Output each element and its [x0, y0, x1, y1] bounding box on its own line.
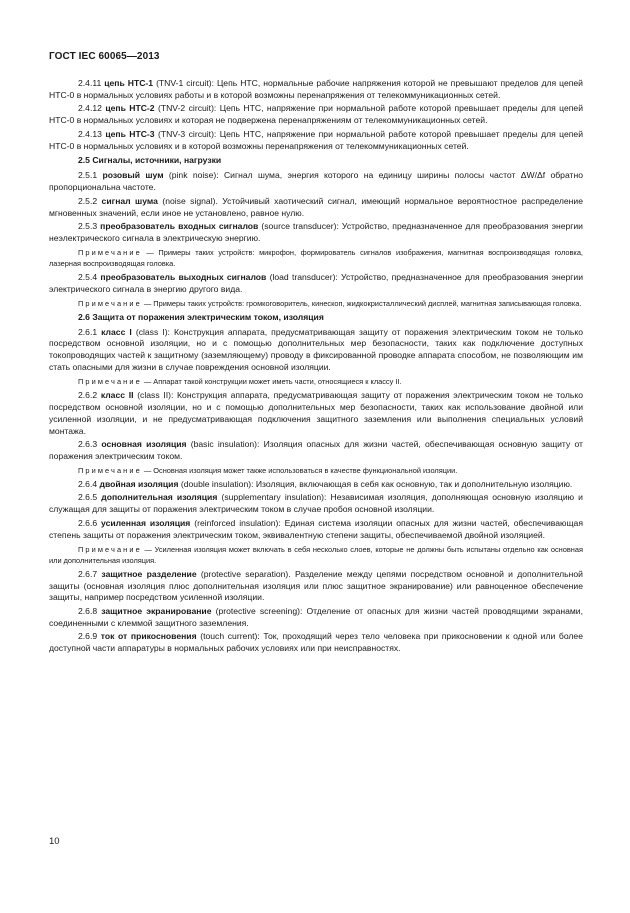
clause-number: 2.4.11	[78, 78, 105, 88]
note-paragraph	[49, 544, 583, 566]
page-number: 10	[49, 836, 60, 847]
definition-paragraph	[49, 221, 583, 245]
definition-text: (TNV-2 circuit): Цепь НТС, напряжение при нормальной работе которой превышает пределы для цепей НТС-0 в нормальных условиях и которая не подвержена перенапряжениям от телекоммуникационных сетей.	[49, 103, 584, 126]
clause-number: 2.6.9	[78, 631, 101, 642]
definition-paragraph	[49, 631, 583, 655]
note-paragraph	[49, 298, 583, 309]
definition-paragraph	[49, 492, 583, 516]
definition-paragraph	[49, 439, 583, 463]
note-label: Примечание	[78, 298, 142, 308]
definition-paragraph	[49, 569, 583, 605]
defined-term: дополнительная изоляция	[101, 492, 218, 503]
note-paragraph	[49, 247, 583, 269]
definition-text: (TNV-3 circuit): Цепь НТС, напряжение при нормальной работе которой превышает пределы для цепей НТС-0 в нормальных условиях и в которой возможны перенапряжения от телекоммуникационных сетей.	[49, 128, 584, 151]
defined-term: ток от прикосновения	[100, 631, 197, 642]
definition-paragraph	[49, 272, 583, 296]
definition-text: (load transducer): Устройство, предназначенное для преобразования энергии электрического сигнала в энергию другого вида.	[49, 271, 583, 294]
definition-text: (protective separation). Разделение между цепями посредством основной и дополнительной защиты (основная изоляция плюс дополнительная изоляция или плюс защитное экранирование) или равноценное обеспечение защиты, например посредством усиленной изоляции.	[49, 568, 583, 603]
section-heading: 2.6 Защита от поражения электрическим током, изоляция	[78, 311, 324, 322]
note-text: — Усиленная изоляция может включать в себя несколько слоев, которые не должны быть испытаны отдельно как основная или дополнительная изоляция.	[49, 544, 583, 565]
definition-paragraph	[49, 518, 583, 542]
definition-text: (source transducer): Устройство, предназначенное для преобразования энергии неэлектрического сигнала в электрическую энергию.	[49, 220, 583, 243]
note-label: Примечание	[78, 466, 142, 476]
definition-text: (class II): Конструкция аппарата, предусматривающая защиту от поражения электрическим током не только посредством основной изоляции, но и с помощью дополнительных мер безопасности, таких как использование двойной или усиленной изоляции, и не предусматривающая подключения защитного заземления или выполнения специальных условий монтажа.	[49, 390, 583, 436]
definition-paragraph	[49, 479, 583, 491]
note-label: Примечание	[78, 247, 142, 257]
definition-paragraph	[49, 390, 583, 438]
defined-term: защитное разделение	[101, 568, 197, 579]
clause-number: 2.5.2	[78, 195, 102, 206]
defined-term: сигнал шума	[101, 195, 158, 206]
definition-paragraph	[49, 78, 583, 102]
clause-number: 2.6.7	[78, 568, 102, 579]
clause-number: 2.5.3	[78, 220, 101, 231]
clause-number: 2.6.2	[78, 390, 101, 401]
section-heading: 2.5 Сигналы, источники, нагрузки	[78, 155, 222, 166]
defined-term: цепь НТС-1	[104, 78, 154, 88]
note-text: — Основная изоляция может также использоваться в качестве функциональной изоляции.	[141, 466, 458, 476]
definition-text: (reinforced insulation): Единая система изоляции опасных для жизни частей, обеспечивающая степень защиты от поражения электрическим током, эквивалентную степени защиты, обеспечиваемой двойной изоляцией.	[49, 517, 583, 540]
note-text: — Примеры таких устройств: громкоговоритель, кинескоп, жидкокристаллический дисплей, магнитная записывающая головка.	[141, 298, 582, 308]
defined-term: преобразователь выходных сигналов	[100, 271, 267, 282]
definition-paragraph	[49, 327, 583, 375]
document-header: ГОСТ IEC 60065—2013	[49, 51, 160, 62]
note-label: Примечание	[78, 544, 142, 554]
clause-number: 2.6.3	[78, 439, 102, 450]
definition-text: (pink noise): Сигнал шума, энергия которого на единицу ширины полосы частот ΔW/Δf обратно пропорциональна частоте.	[49, 170, 583, 193]
defined-term: цепь НТС-2	[105, 103, 155, 114]
clause-number: 2.5.4	[78, 271, 101, 282]
clause-number: 2.5.1	[78, 170, 103, 181]
note-text: — Примеры таких устройств: микрофон, формирователь сигналов изображения, магнитная воспроизводящая головка, лазерная воспроизводящая головка.	[49, 247, 583, 268]
defined-term: преобразователь входных сигналов	[100, 220, 259, 231]
note-label: Примечание	[78, 377, 142, 387]
definition-text: (basic insulation): Изоляция опасных для жизни частей, обеспечивающая основную защиту от поражения электрическим током.	[49, 439, 583, 462]
clause-number: 2.6.5	[78, 492, 102, 503]
clause-number: 2.4.12	[78, 103, 106, 114]
clause-number: 2.4.13	[78, 128, 106, 139]
defined-term: розовый шум	[102, 170, 164, 181]
defined-term: защитное экранирование	[101, 605, 212, 616]
definition-text: (protective screening): Отделение от опасных для жизни частей проводящими экранами, соединенными с клеммой защитного заземления.	[49, 605, 583, 628]
definition-paragraph	[49, 606, 583, 630]
definition-text: (noise signal). Устойчивый хаотический сигнал, имеющий нормальное вероятностное распределение мгновенных значений, если иное не установлено, равное нулю.	[49, 195, 583, 218]
definition-text: (supplementary insulation): Независимая изоляция, дополняющая основную изоляцию и служащая для защиты от поражения электрическим током в случае пробоя основной изоляции.	[49, 492, 583, 515]
defined-term: усиленная изоляция	[101, 517, 191, 528]
definition-text: (touch current): Ток, проходящий через тело человека при прикосновении к одной или более доступной части аппаратуры в нормальных рабочих условиях или при неисправностях.	[49, 631, 583, 654]
clause-number: 2.6.4	[78, 479, 100, 490]
definition-paragraph	[49, 103, 583, 127]
note-paragraph	[49, 465, 583, 476]
note-paragraph	[49, 376, 583, 387]
defined-term: основная изоляция	[101, 439, 187, 450]
definition-text: (double insulation): Изоляция, включающая в себя как основную, так и дополнительную изоляцию.	[178, 479, 573, 490]
definition-text: (TNV-1 circuit): Цепь НТС, нормальные рабочие напряжения которой не превышают пределов для цепей НТС-0 в нормальных условиях работы и в которой возможны перенапряжения от телекоммуникационных сетей.	[49, 78, 583, 100]
definition-paragraph	[49, 129, 583, 153]
defined-term: класс II	[100, 390, 134, 401]
clause-number: 2.6.6	[78, 517, 102, 528]
clause-number: 2.6.8	[78, 605, 102, 616]
definition-paragraph	[49, 196, 583, 220]
clause-number: 2.6.1	[78, 326, 102, 337]
note-text: — Аппарат такой конструкции может иметь части, относящиеся к классу II.	[141, 377, 402, 387]
defined-term: цепь НТС-3	[105, 128, 155, 139]
defined-term: двойная изоляция	[99, 479, 179, 490]
definition-paragraph	[49, 170, 583, 194]
document-body	[49, 78, 583, 656]
definition-text: (class I): Конструкция аппарата, предусматривающая защиту от поражения электрическим током не только посредством основной изоляции, но и с помощью дополнительных мер безопасности, таких как подключение доступных токопроводящих частей к защитному (заземляющему) проводу в фиксированной проводке аппарата способом, не позволяющим им стать опасными для жизни в случае повреждения основной изоляции.	[49, 326, 583, 373]
defined-term: класс I	[101, 326, 132, 337]
